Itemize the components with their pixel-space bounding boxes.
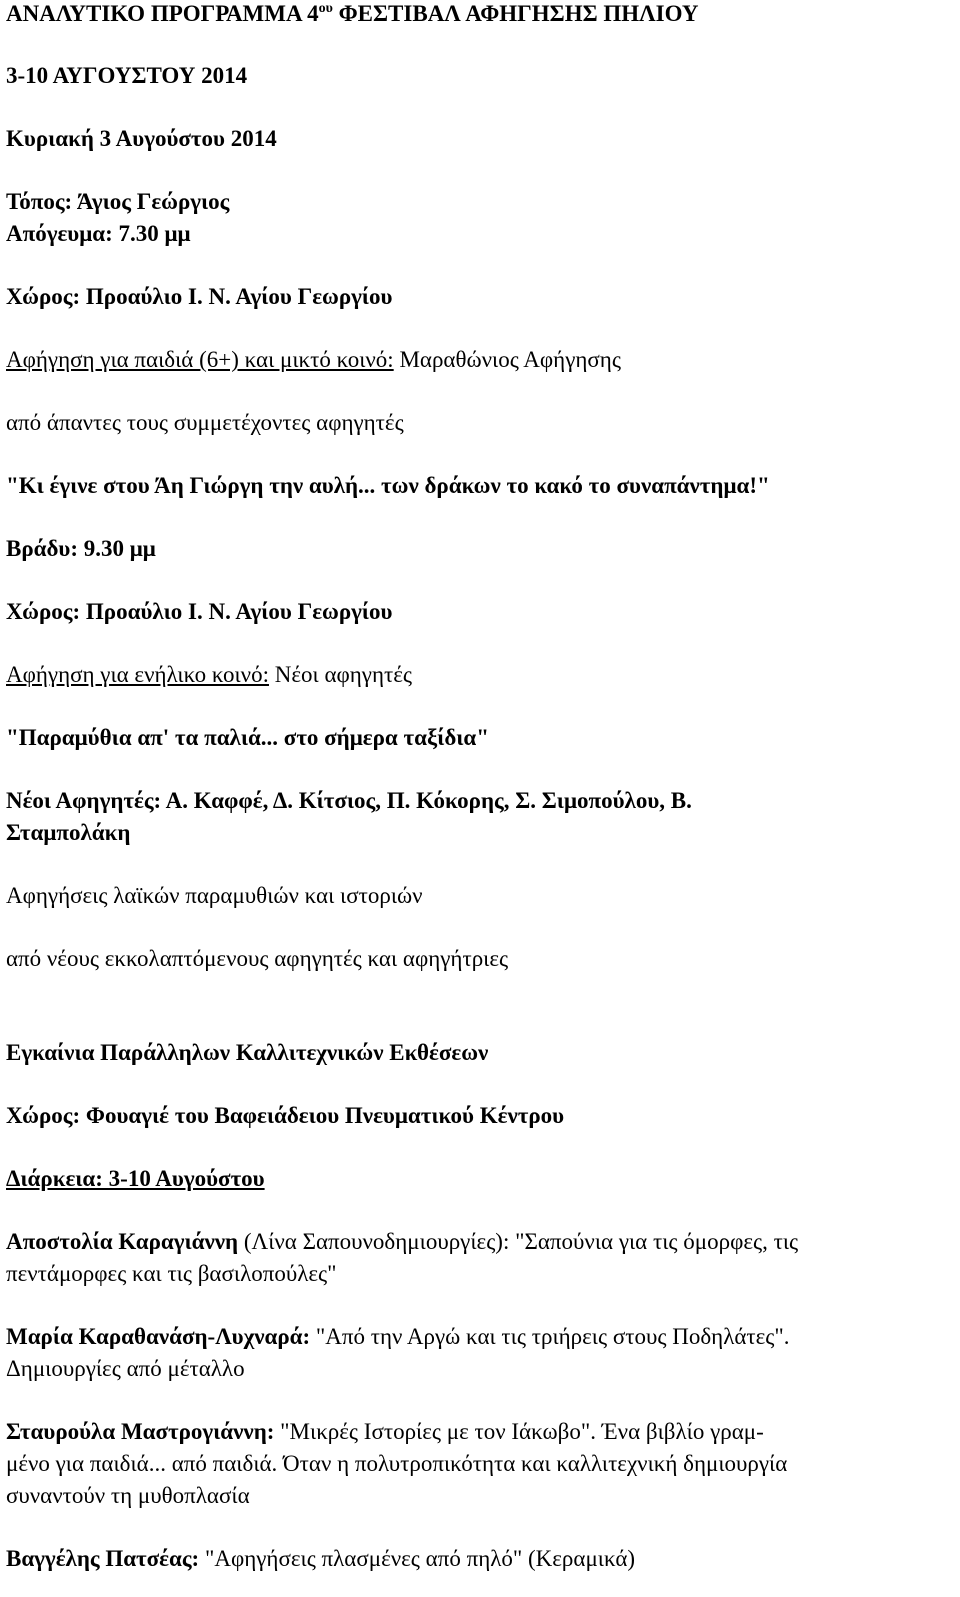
afternoon-event-name: Μαραθώνιος Αφήγησης (393, 347, 621, 372)
evening-performers-line2: Σταμπολάκη (6, 820, 131, 845)
evening-show-title: "Παραμύθια απ' τα παλιά... στο σήμερα ταξίδια" (6, 725, 489, 750)
exhibition-entry-line3: συναντούν τη μυθοπλασία (6, 1483, 250, 1508)
afternoon-event (6, 344, 954, 376)
exhibition-entry-line1: Σταυρούλα Μαστρογιάννη: "Μικρές Ιστορίες με τον Ιάκωβο". Ένα βιβλίο γραμ- (6, 1419, 764, 1444)
afternoon-performers: από άπαντες τους συμμετέχοντες αφηγητές (6, 410, 404, 435)
exhibitions-venue: Χώρος: Φουαγιέ του Βαφειάδειου Πνευματικού Κέντρου (6, 1103, 565, 1128)
evening-performers-line1: Νέοι Αφηγητές: Α. Καφφέ, Δ. Κίτσιος, Π. Κόκορης, Σ. Σιμοπούλου, Β. (6, 788, 692, 813)
evening-venue: Χώρος: Προαύλιο Ι. Ν. Αγίου Γεωργίου (6, 599, 393, 624)
document-title: ΑΝΑΛΥΤΙΚΟ ΠΡΟΓΡΑΜΜΑ $4^{o\upsilon}$ ΦΕΣΤΙΒΑΛ ΑΦΗΓΗΣΗΣ ΠΗΛΙΟΥ (6, 1, 699, 26)
exhibitor-name: Μαρία Καραθανάση-Λυχναρά: (6, 1324, 311, 1349)
afternoon-show-title: "Κι έγινε στου Άη Γιώργη την αυλή... των δράκων το κακό το συναπάντημα!" (6, 473, 770, 498)
evening-time: Βράδυ: 9.30 μμ (6, 536, 156, 561)
evening-description-line1: Αφηγήσεις λαϊκών παραμυθιών και ιστοριών (6, 883, 423, 908)
festival-dates: 3-10 ΑΥΓΟΥΣΤΟΥ 2014 (6, 63, 248, 88)
evening-description-line2: από νέους εκκολαπτόμενους αφηγητές και αφηγήτριες (6, 946, 509, 971)
exhibition-entry-line1: Βαγγέλης Πατσέας: "Αφηγήσεις πλασμένες από πηλό" (Κεραμικά) (6, 1546, 636, 1571)
exhibition-entry-line2: πεντάμορφες και τις βασιλοπούλες" (6, 1261, 337, 1286)
exhibitor-name: Σταυρούλα Μαστρογιάννη: (6, 1419, 275, 1444)
exhibitor-name: Βαγγέλης Πατσέας: (6, 1546, 200, 1571)
evening-event (6, 659, 954, 691)
evening-audience-label: Αφήγηση για ενήλικο κοινό: (6, 662, 269, 687)
day-heading: Κυριακή 3 Αυγούστου 2014 (6, 126, 277, 151)
title-ordinal: ου (318, 1, 333, 16)
exhibitions-heading: Εγκαίνια Παράλληλων Καλλιτεχνικών Εκθέσεων (6, 1040, 489, 1065)
afternoon-audience-label: Αφήγηση για παιδιά (6+) και μικτό κοινό: (6, 347, 394, 372)
exhibition-entry-line1: Αποστολία Καραγιάννη (Λίνα Σαπουνοδημιουργίες): "Σαπούνια για τις όμορφες, τις (6, 1229, 799, 1254)
afternoon-time: Απόγευμα: 7.30 μμ (6, 221, 191, 246)
exhibitor-name: Αποστολία Καραγιάννη (6, 1229, 239, 1254)
afternoon-venue: Χώρος: Προαύλιο Ι. Ν. Αγίου Γεωργίου (6, 284, 393, 309)
place-line: Τόπος: Άγιος Γεώργιος (6, 189, 230, 214)
exhibition-entry-line1: Μαρία Καραθανάση-Λυχναρά: "Από την Αργώ και τις τριήρεις στους Ποδηλάτες". (6, 1324, 790, 1349)
exhibition-entry-line2: μένο για παιδιά... από παιδιά. Όταν η πολυτροπικότητα και καλλιτεχνική δημιουργία (6, 1451, 788, 1476)
exhibitions-duration: Διάρκεια: 3-10 Αυγούστου (6, 1166, 265, 1191)
evening-event-name: Νέοι αφηγητές (268, 662, 412, 687)
exhibition-entry-line2: Δημιουργίες από μέταλλο (6, 1356, 245, 1381)
